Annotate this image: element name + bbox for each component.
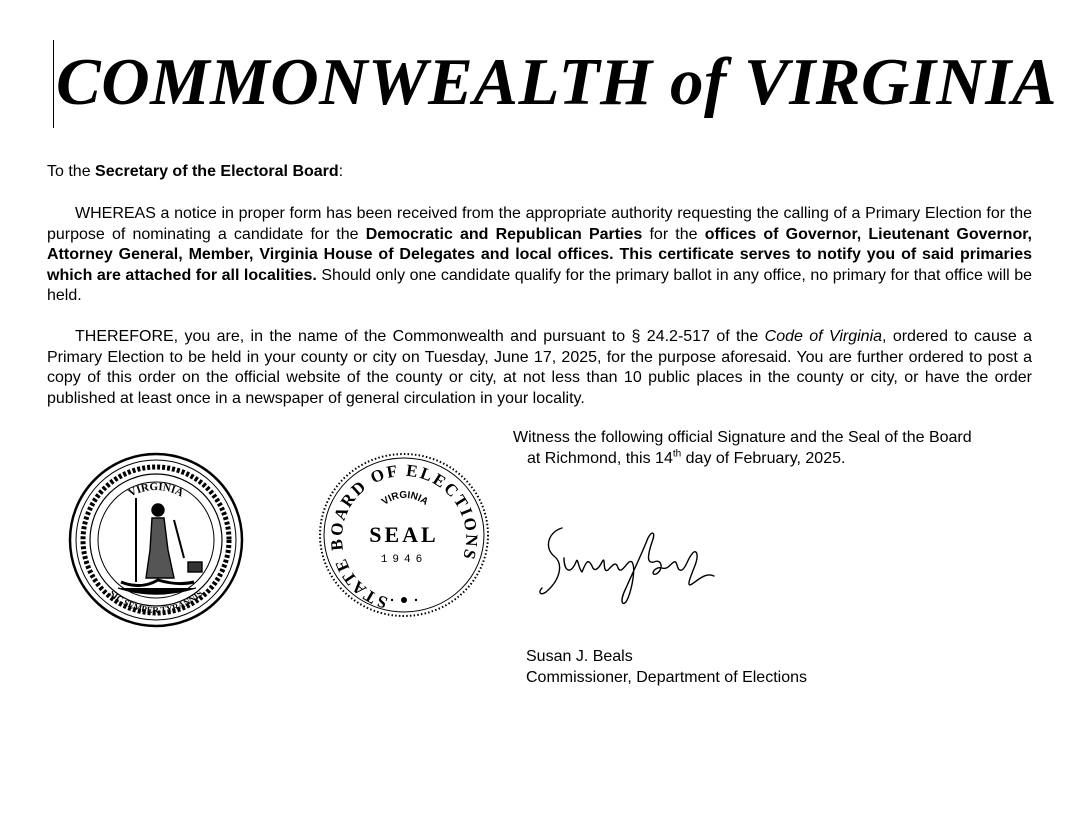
va-seal-top-text: VIRGINIA: [126, 480, 186, 500]
witness-date-post: day of February, 2025.: [681, 449, 846, 467]
therefore-paragraph: [47, 327, 1032, 409]
code-of-virginia: Code of Virginia: [764, 328, 883, 345]
sbe-seal-state: VIRGINIA: [379, 489, 431, 508]
virginia-seal-icon: [66, 450, 246, 630]
signer-block: [526, 646, 807, 688]
text-cursor: [53, 40, 54, 128]
therefore-text-2: , ordered to cause a Primary Election to be held in your county or city on Tuesday, June 17, 2025, for the purpose aforesaid. You are further ordered to post a copy of this order on the official website of the county or city, at not less than 10 public places in the county or city, or have the order published at least once in a newspaper of general circulation in your locality.: [47, 328, 1032, 407]
signer-title: Commissioner, Department of Elections: [526, 669, 807, 686]
whereas-text-2: for the: [642, 225, 705, 243]
salutation-prefix: To the: [47, 163, 96, 180]
whereas-text-1: WHEREAS a notice in proper form has been received from the appropriate authority requesting the calling of a Primary Election for the purpose of nominating a candidate for the: [47, 205, 1032, 243]
sbe-seal-ring-text: STATE BOARD OF ELECTIONS: [326, 460, 482, 613]
witness-line-1: Witness the following official Signature and the Seal of the Board: [513, 429, 972, 446]
whereas-paragraph: [47, 204, 1032, 307]
whereas-parties: Democratic and Republican Parties: [365, 225, 643, 243]
sbe-seal-word: SEAL: [369, 522, 439, 547]
witness-line-2: [513, 449, 972, 470]
sbe-seal-year: 1946: [380, 554, 428, 566]
salutation-suffix: :: [338, 163, 344, 180]
board-of-elections-seal-icon: [318, 452, 490, 618]
whereas-offices: offices of Governor, Lieutenant Governor, Attorney General, Member, Virginia House of Delegates and local offices. This certificate serves to notify you of said primaries which are attached for all localities.: [47, 225, 1032, 284]
va-seal-motto: SIC SEMPER TYRANNIS: [107, 588, 205, 616]
witness-date-pre: at Richmond, this 14: [527, 449, 673, 467]
page-title: COMMONWEALTH of VIRGINIA: [56, 45, 1058, 119]
salutation-recipient: Secretary of the Electoral Board: [95, 163, 339, 180]
salutation: [47, 162, 343, 182]
witness-date-sup: th: [672, 448, 682, 460]
signature-icon: [536, 518, 726, 613]
signer-name: Susan J. Beals: [526, 648, 633, 665]
therefore-text-1: THEREFORE, you are, in the name of the Commonwealth and pursuant to § 24.2-517 of the: [75, 328, 765, 345]
witness-statement: [513, 428, 972, 469]
whereas-text-3: Should only one candidate qualify for the primary ballot in any office, no primary for that office will be held.: [47, 266, 1033, 304]
